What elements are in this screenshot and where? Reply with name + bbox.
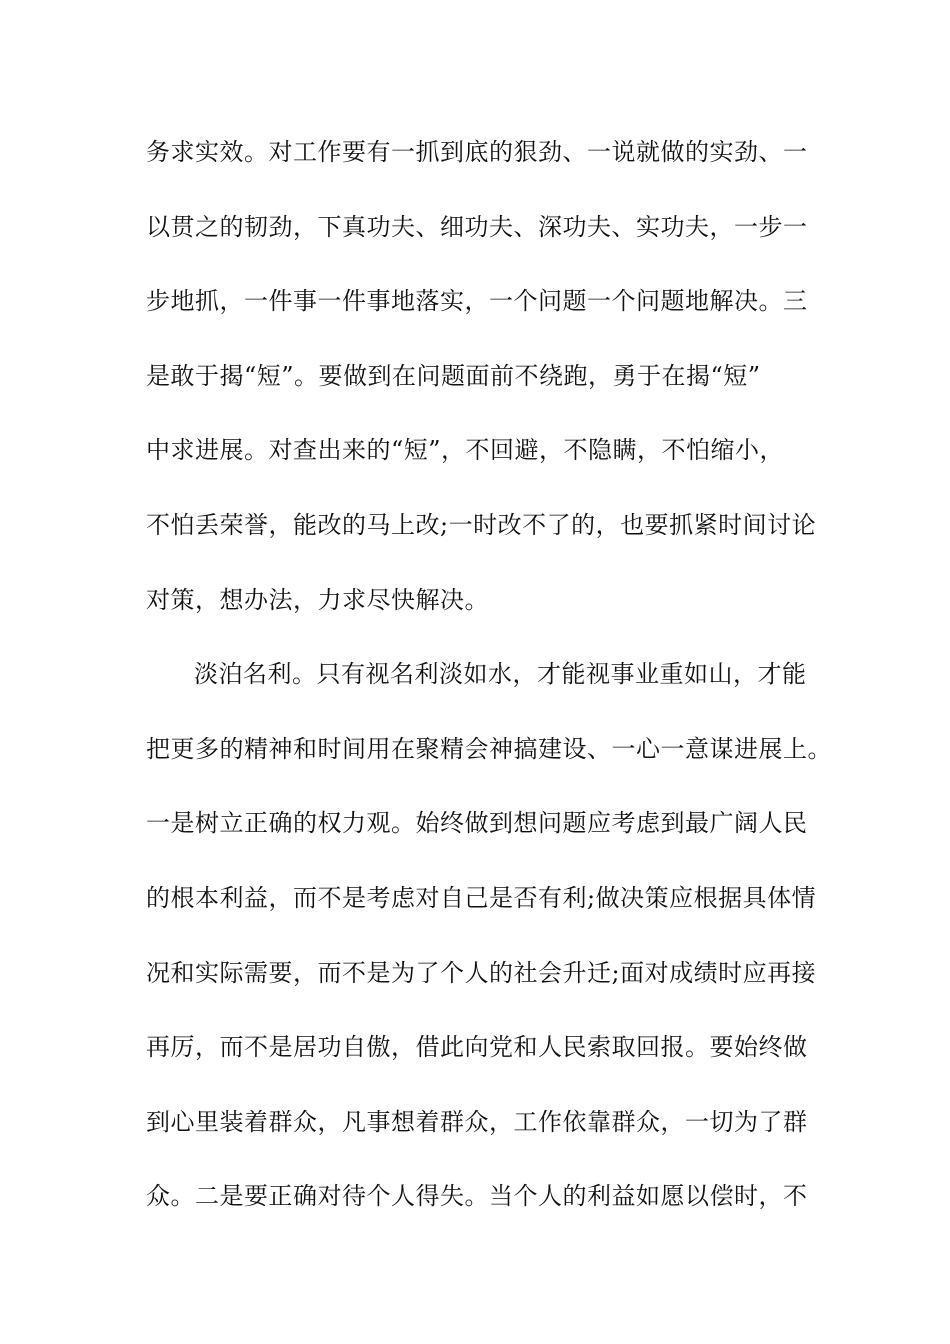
text-line: 务求实效。对工作要有一抓到底的狠劲、一说就做的实劲、一 xyxy=(146,138,808,166)
text-line: 对策，想办法，力求尽快解决。 xyxy=(146,585,489,614)
text-line: 众。二是要正确对待个人得失。当个人的利益如愿以偿时，不 xyxy=(146,1182,808,1211)
paragraph-first-line: 淡泊名利。只有视名利淡如水，才能视事业重如山，才能 xyxy=(194,660,807,689)
text-line: 以贯之的韧劲，下真功夫、细功夫、深功夫、实功夫，一步一 xyxy=(146,212,808,241)
text-line: 步地抓，一件事一件事地落实，一个问题一个问题地解决。三 xyxy=(146,287,808,316)
text-line: 况和实际需要，而不是为了个人的社会升迁;面对成绩时应再接 xyxy=(146,958,817,987)
body-text xyxy=(146,128,832,1247)
text-line: 一是树立正确的权力观。始终做到想问题应考虑到最广阔人民 xyxy=(146,809,808,838)
text-line: 是敢于揭“短”。要做到在问题面前不绕跑，勇于在揭“短” xyxy=(146,361,761,390)
text-line: 的根本利益，而不是考虑对自己是否有利;做决策应根据具体情 xyxy=(146,883,817,912)
text-line: 中求进展。对查出来的“短”，不回避，不隐瞒，不怕缩小， xyxy=(146,436,785,465)
text-line: 把更多的精神和时间用在聚精会神搞建设、一心一意谋进展上。 xyxy=(146,734,832,763)
text-line: 到心里装着群众，凡事想着群众，工作依靠群众，一切为了群 xyxy=(146,1107,808,1136)
text-line: 再厉，而不是居功自傲，借此向党和人民索取回报。要始终做 xyxy=(146,1033,808,1062)
text-line: 不怕丢荣誉，能改的马上改;一时改不了的，也要抓紧时间讨论 xyxy=(146,510,817,539)
